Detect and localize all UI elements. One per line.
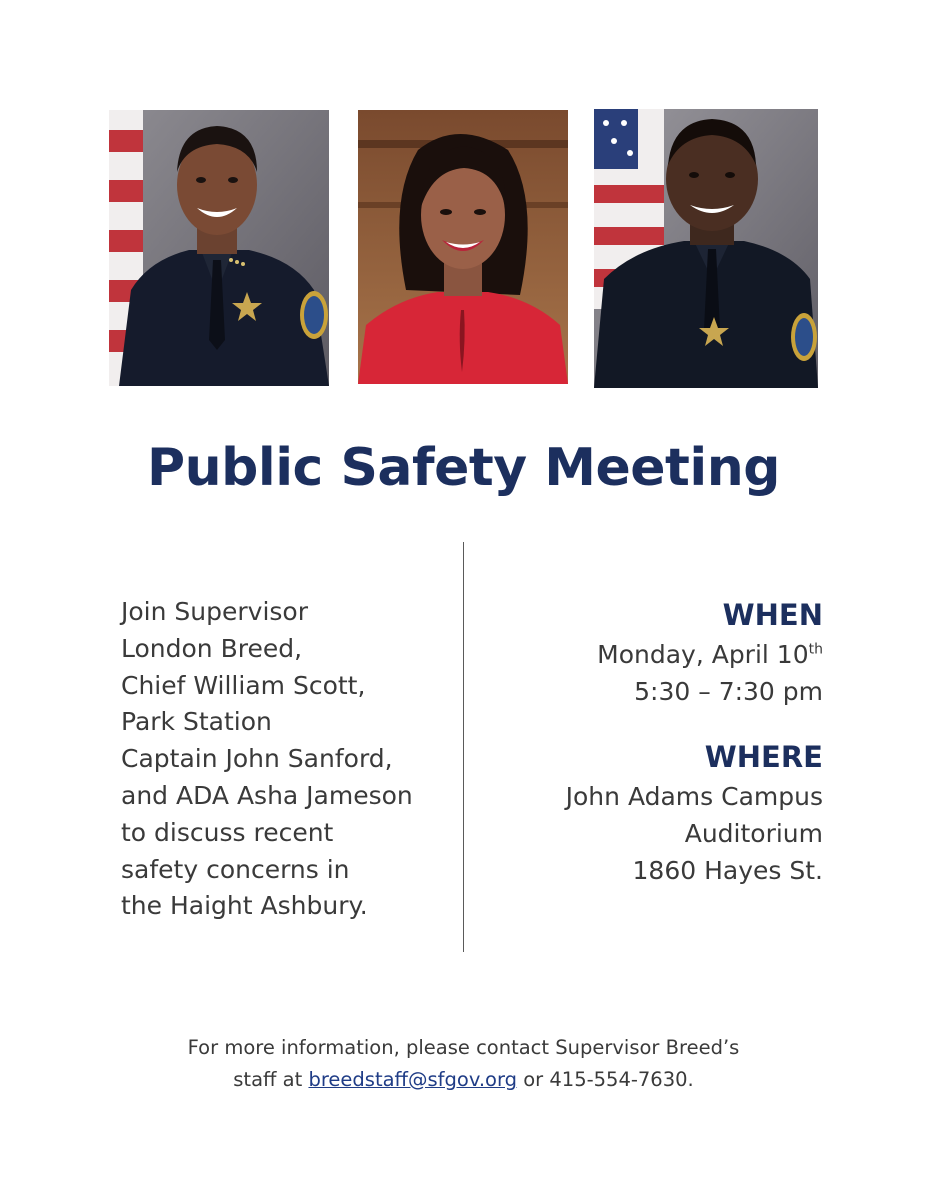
invitation-line: to discuss recent xyxy=(121,817,334,847)
footer-line-2 xyxy=(0,1064,927,1096)
where-heading: WHERE xyxy=(704,740,823,774)
event-details xyxy=(493,594,823,889)
page-title: Public Safety Meeting xyxy=(147,438,780,498)
photo-police-captain xyxy=(594,109,818,388)
footer-prefix: staff at xyxy=(233,1068,309,1091)
footer-line-1: For more information, please contact Supervisor Breed’s xyxy=(187,1036,740,1059)
venue-line-2: Auditorium xyxy=(684,819,823,848)
invitation-line: and ADA Asha Jameson xyxy=(121,780,413,810)
event-date-text: Monday, April 10 xyxy=(597,640,809,669)
column-divider xyxy=(463,542,464,952)
contact-footer xyxy=(0,1032,927,1096)
invitation-line: Captain John Sanford, xyxy=(121,744,393,774)
photo-supervisor xyxy=(358,110,568,384)
invitation-text xyxy=(121,594,451,925)
invitation-line: safety concerns in xyxy=(121,854,350,884)
invitation-line: the Haight Ashbury. xyxy=(121,891,368,921)
event-date-suffix: th xyxy=(808,641,823,658)
invitation-line: London Breed, xyxy=(121,633,303,663)
email-link[interactable]: breedstaff@sfgov.org xyxy=(308,1068,518,1091)
photo-police-chief xyxy=(109,110,329,386)
invitation-line: Chief William Scott, xyxy=(121,670,366,700)
invitation-line: Join Supervisor xyxy=(121,597,308,626)
venue-line-1: John Adams Campus xyxy=(565,782,823,811)
when-heading: WHEN xyxy=(722,598,823,632)
event-date xyxy=(493,636,823,673)
footer-phone: or 415-554-7630. xyxy=(517,1068,694,1091)
invitation-line: Park Station xyxy=(121,707,272,737)
event-time: 5:30 – 7:30 pm xyxy=(634,677,823,706)
venue-address: 1860 Hayes St. xyxy=(632,856,823,885)
